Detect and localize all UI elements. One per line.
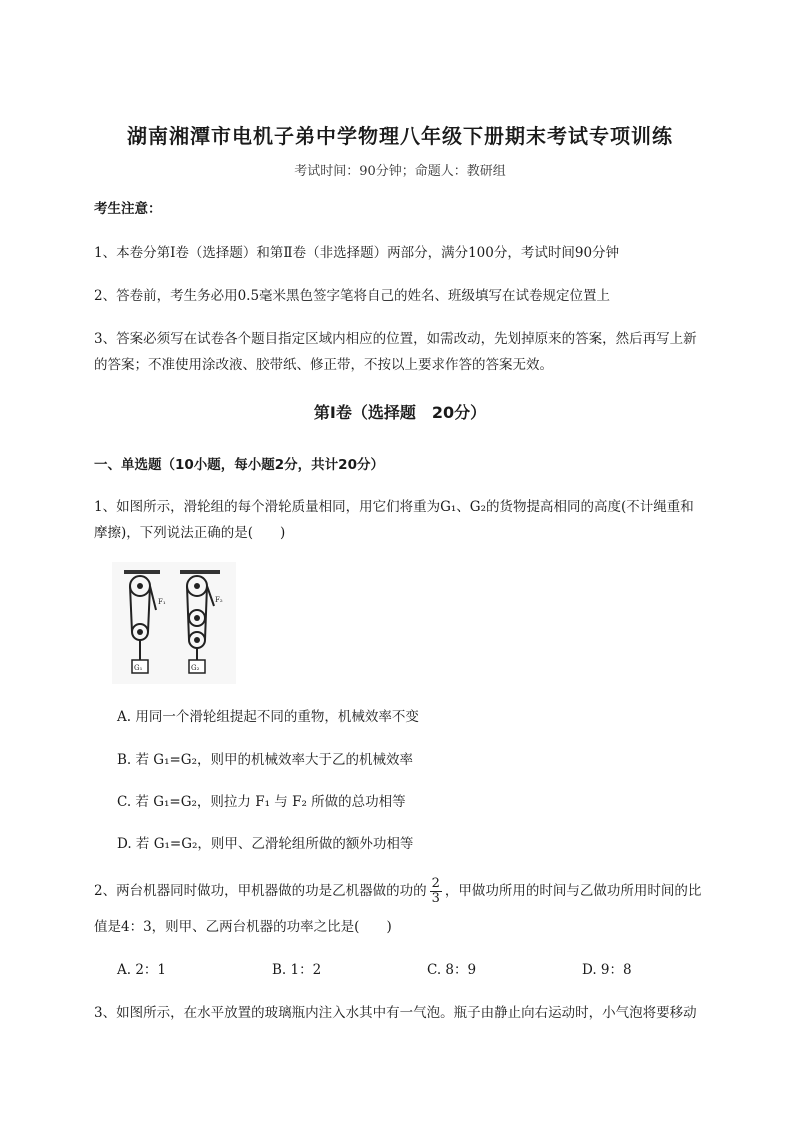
fraction-denominator: 3 <box>431 891 440 906</box>
question-1-line-1: 1、如图所示，滑轮组的每个滑轮质量相同，用它们将重为G₁、G₂的货物提高相同的高度(不计绳重和 <box>94 499 694 515</box>
question-1-line-2: 摩擦)，下列说法正确的是( ) <box>94 525 286 541</box>
question-3-line-1: 3、如图所示，在水平放置的玻璃瓶内注入水其中有一气泡。瓶子由静止向右运动时，小气泡将要移动 <box>94 1005 697 1021</box>
section-title: 第I卷（选择题 20分） <box>313 403 487 422</box>
notice-item-3-cont: 的答案；不准使用涂改液、胶带纸、修正带，不按以上要求作答的答案无效。 <box>94 357 553 373</box>
exam-info: 考试时间：90分钟；命题人：教研组 <box>294 164 506 179</box>
q2-option-d: D. 9：8 <box>582 962 632 978</box>
q1-option-b: B. 若 G₁=G₂，则甲的机械效率大于乙的机械效率 <box>117 752 413 768</box>
pulley-figure <box>112 562 236 684</box>
part-heading: 一、单选题（10小题，每小题2分，共计20分） <box>94 457 384 473</box>
figure-label-f2: F₂ <box>215 596 223 604</box>
question-2-line-1 <box>94 877 754 906</box>
fraction-numerator: 2 <box>431 876 440 891</box>
notice-item-1: 1、本卷分第I卷（选择题）和第Ⅱ卷（非选择题）两部分，满分100分，考试时间90分钟 <box>94 245 620 261</box>
question-2-text-a: 2、两台机器同时做功，甲机器做的功是乙机器做的功的 <box>94 883 427 899</box>
notice-item-2: 2、答卷前，考生务必用0.5毫米黑色签字笔将自己的姓名、班级填写在试卷规定位置上 <box>94 288 611 304</box>
question-2-line-2: 值是4：3，则甲、乙两台机器的功率之比是( ) <box>94 919 392 935</box>
question-2-text-b: ，甲做功所用的时间与乙做功所用时间的比 <box>444 883 702 899</box>
q2-option-c: C. 8：9 <box>427 962 477 978</box>
figure-label-f1: F₁ <box>158 598 166 606</box>
page-title: 湖南湘潭市电机子弟中学物理八年级下册期末考试专项训练 <box>127 124 673 148</box>
figure-label-g1: G₁ <box>134 664 143 672</box>
q1-option-c: C. 若 G₁=G₂，则拉力 F₁ 与 F₂ 所做的总功相等 <box>117 794 406 810</box>
q1-option-a: A. 用同一个滑轮组提起不同的重物，机械效率不变 <box>117 709 419 725</box>
q2-option-a: A. 2：1 <box>117 962 167 978</box>
notice-item-3: 3、答案必须写在试卷各个题目指定区域内相应的位置，如需改动，先划掉原来的答案，然后再写上新 <box>94 331 697 347</box>
q1-option-d: D. 若 G₁=G₂，则甲、乙滑轮组所做的额外功相等 <box>117 836 414 852</box>
figure-label-g2: G₂ <box>191 664 200 672</box>
fraction <box>430 877 442 906</box>
notice-heading: 考生注意： <box>94 201 162 217</box>
q2-option-b: B. 1：2 <box>272 962 322 978</box>
q2-options <box>117 958 737 978</box>
